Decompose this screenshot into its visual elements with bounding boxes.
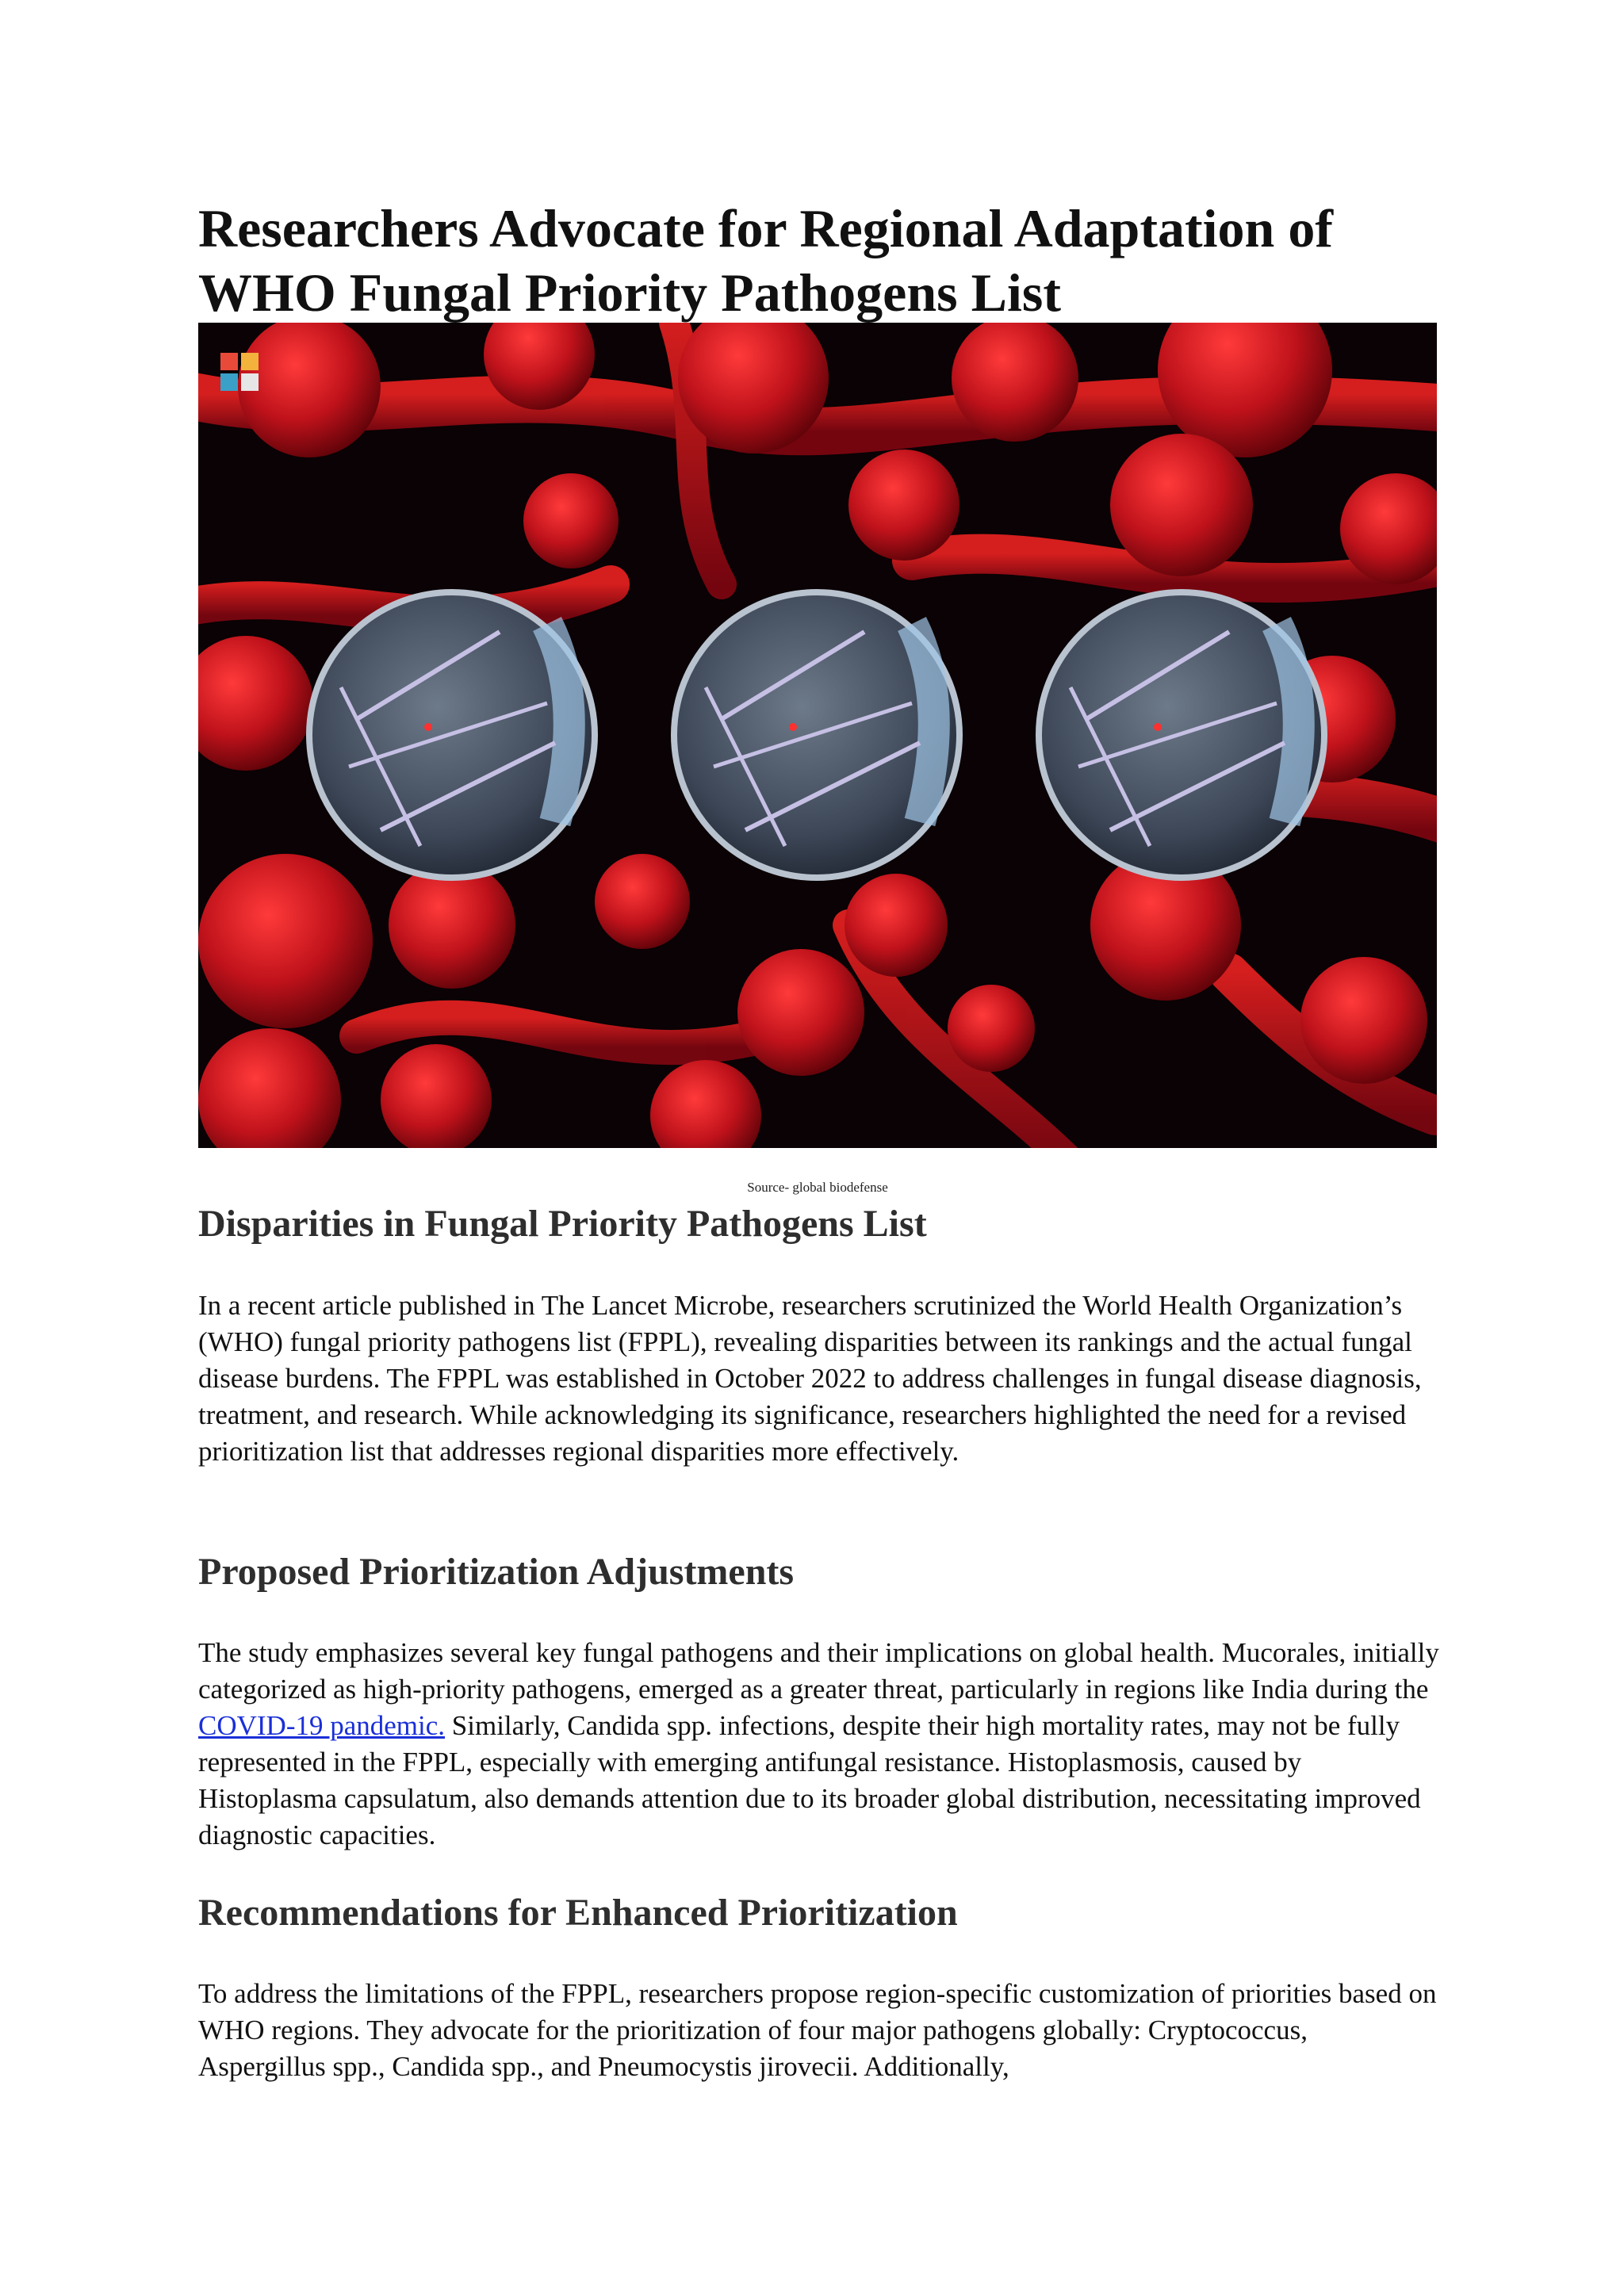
section-heading-adjustments: Proposed Prioritization Adjustments: [198, 1551, 795, 1593]
paragraph-text-before-link: The study emphasizes several key fungal pathogens and their implications on global health. Mucorales, initially categorized as high-priority pathogens, emerged as a greater threat, particularly in regions like India during the: [198, 1637, 1439, 1705]
section-heading-recommendations: Recommendations for Enhanced Prioritization: [198, 1892, 958, 1934]
article-hero-image: [198, 323, 1437, 1148]
section-paragraph-adjustments: [198, 1635, 1439, 1854]
section-heading-disparities: Disparities in Fungal Priority Pathogens List: [198, 1203, 927, 1245]
article-title: Researchers Advocate for Regional Adaptation of WHO Fungal Priority Pathogens List: [198, 198, 1334, 323]
fungal-cells-illustration: [198, 323, 1437, 1148]
image-caption: Source- global biodefense: [747, 1180, 888, 1195]
covid-19-pandemic-link[interactable]: COVID-19 pandemic.: [198, 1710, 446, 1741]
section-paragraph-recommendations: To address the limitations of the FPPL, researchers propose region-specific customization of priorities based on WHO regions. They advocate for the prioritization of four major pathogens globally: Cryptococcus, Aspergillus spp., Candida spp., and Pneumocystis jirovecii. Additionally,: [198, 1978, 1437, 2082]
paragraph-text-after-link: Similarly, Candida spp. infections, despite their high mortality rates, may not be fully represented in the FPPL, especially with emerging antifungal resistance. Histoplasmosis, caused by Histoplasma capsulatum, also demands attention due to its broader global distribution, necessitating improved diagnostic capacities.: [198, 1710, 1421, 1850]
petri-dishes: [309, 592, 1324, 878]
section-paragraph-disparities: In a recent article published in The Lancet Microbe, researchers scrutinized the World Health Organization’s (WHO) fungal priority pathogens list (FPPL), revealing disparities between its rankings and the actual fungal disease burdens. The FPPL was established in October 2022 to address challenges in fungal disease diagnosis, treatment, and research. While acknowledging its significance, researchers highlighted the need for a revised prioritization list that addresses regional disparities more effectively.: [198, 1290, 1422, 1467]
